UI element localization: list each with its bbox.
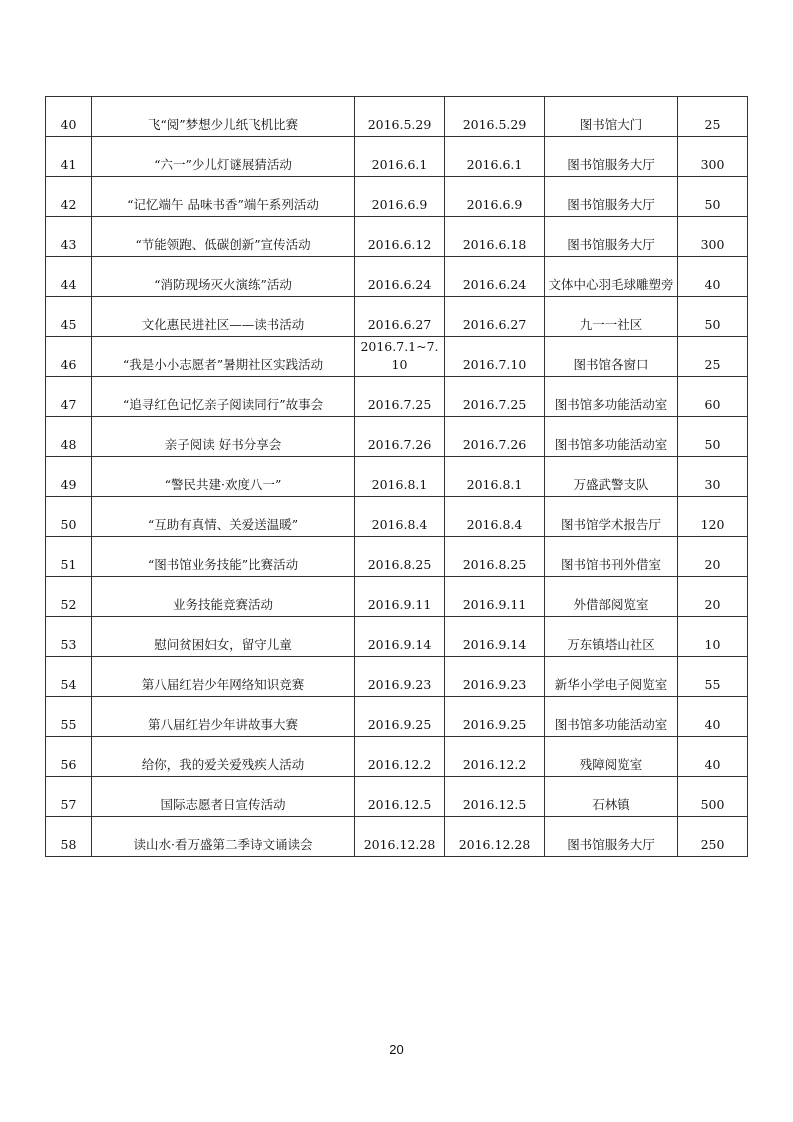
cell-participants: 40 <box>678 697 748 737</box>
cell-start-date: 2016.12.28 <box>355 817 445 857</box>
cell-end-date: 2016.6.24 <box>445 257 545 297</box>
table-row <box>46 497 748 537</box>
cell-end-date: 2016.12.28 <box>445 817 545 857</box>
cell-start-date: 2016.6.27 <box>355 297 445 337</box>
cell-activity-name: 慰问贫困妇女，留守儿童 <box>92 617 355 657</box>
cell-start-date: 2016.7.25 <box>355 377 445 417</box>
page-number: 20 <box>389 1042 404 1057</box>
cell-start-date: 2016.8.25 <box>355 537 445 577</box>
cell-location: 图书馆多功能活动室 <box>545 697 678 737</box>
cell-end-date: 2016.12.5 <box>445 777 545 817</box>
table-row <box>46 457 748 497</box>
cell-number: 57 <box>46 777 92 817</box>
cell-participants: 30 <box>678 457 748 497</box>
cell-end-date: 2016.6.18 <box>445 217 545 257</box>
cell-number: 42 <box>46 177 92 217</box>
cell-location: 九一一社区 <box>545 297 678 337</box>
cell-number: 45 <box>46 297 92 337</box>
cell-activity-name: 第八届红岩少年讲故事大赛 <box>92 697 355 737</box>
table-row <box>46 817 748 857</box>
cell-activity-name: “追寻红色记忆亲子阅读同行”故事会 <box>92 377 355 417</box>
cell-number: 56 <box>46 737 92 777</box>
cell-start-date: 2016.12.2 <box>355 737 445 777</box>
cell-start-date: 2016.9.23 <box>355 657 445 697</box>
cell-participants: 40 <box>678 257 748 297</box>
cell-end-date: 2016.6.1 <box>445 137 545 177</box>
cell-location: 残障阅览室 <box>545 737 678 777</box>
cell-location: 图书馆书刊外借室 <box>545 537 678 577</box>
cell-participants: 250 <box>678 817 748 857</box>
cell-location: 万盛武警支队 <box>545 457 678 497</box>
cell-number: 51 <box>46 537 92 577</box>
cell-participants: 20 <box>678 537 748 577</box>
cell-start-date: 2016.7.1~7.10 <box>355 337 445 377</box>
table-row <box>46 297 748 337</box>
cell-end-date: 2016.7.26 <box>445 417 545 457</box>
cell-end-date: 2016.5.29 <box>445 97 545 137</box>
cell-start-date: 2016.8.4 <box>355 497 445 537</box>
table-row <box>46 657 748 697</box>
cell-end-date: 2016.7.25 <box>445 377 545 417</box>
table-row <box>46 697 748 737</box>
cell-participants: 50 <box>678 177 748 217</box>
cell-end-date: 2016.7.10 <box>445 337 545 377</box>
cell-participants: 20 <box>678 577 748 617</box>
cell-participants: 300 <box>678 217 748 257</box>
cell-location: 图书馆学术报告厅 <box>545 497 678 537</box>
table-row <box>46 177 748 217</box>
table-row <box>46 737 748 777</box>
cell-participants: 25 <box>678 97 748 137</box>
cell-location: 外借部阅览室 <box>545 577 678 617</box>
cell-start-date: 2016.12.5 <box>355 777 445 817</box>
table-row <box>46 257 748 297</box>
cell-number: 46 <box>46 337 92 377</box>
table-row <box>46 537 748 577</box>
cell-activity-name: 业务技能竞赛活动 <box>92 577 355 617</box>
cell-activity-name: 读山水·看万盛第二季诗文诵读会 <box>92 817 355 857</box>
cell-location: 图书馆大门 <box>545 97 678 137</box>
cell-activity-name: “节能领跑、低碳创新”宣传活动 <box>92 217 355 257</box>
cell-number: 47 <box>46 377 92 417</box>
cell-participants: 55 <box>678 657 748 697</box>
cell-activity-name: 给你，我的爱关爱残疾人活动 <box>92 737 355 777</box>
cell-location: 图书馆多功能活动室 <box>545 377 678 417</box>
cell-number: 49 <box>46 457 92 497</box>
cell-number: 48 <box>46 417 92 457</box>
cell-start-date: 2016.7.26 <box>355 417 445 457</box>
cell-number: 52 <box>46 577 92 617</box>
cell-location: 万东镇塔山社区 <box>545 617 678 657</box>
cell-start-date: 2016.8.1 <box>355 457 445 497</box>
cell-participants: 50 <box>678 297 748 337</box>
cell-start-date: 2016.9.25 <box>355 697 445 737</box>
cell-end-date: 2016.9.11 <box>445 577 545 617</box>
cell-activity-name: “互助有真情、关爱送温暖” <box>92 497 355 537</box>
cell-location: 图书馆服务大厅 <box>545 817 678 857</box>
cell-activity-name: “记忆端午 品味书香”端午系列活动 <box>92 177 355 217</box>
activity-table <box>45 96 748 857</box>
cell-number: 50 <box>46 497 92 537</box>
cell-start-date: 2016.5.29 <box>355 97 445 137</box>
table-row <box>46 337 748 377</box>
table-row <box>46 777 748 817</box>
cell-activity-name: 文化惠民进社区——读书活动 <box>92 297 355 337</box>
cell-end-date: 2016.6.27 <box>445 297 545 337</box>
cell-number: 58 <box>46 817 92 857</box>
cell-activity-name: “六一”少儿灯谜展猜活动 <box>92 137 355 177</box>
cell-participants: 40 <box>678 737 748 777</box>
cell-start-date: 2016.6.1 <box>355 137 445 177</box>
cell-activity-name: “消防现场灭火演练”活动 <box>92 257 355 297</box>
cell-start-date: 2016.6.12 <box>355 217 445 257</box>
cell-location: 图书馆服务大厅 <box>545 217 678 257</box>
table-row <box>46 377 748 417</box>
cell-start-date: 2016.9.14 <box>355 617 445 657</box>
cell-end-date: 2016.9.14 <box>445 617 545 657</box>
cell-end-date: 2016.8.1 <box>445 457 545 497</box>
cell-participants: 300 <box>678 137 748 177</box>
cell-participants: 25 <box>678 337 748 377</box>
cell-location: 文体中心羽毛球雕塑旁 <box>545 257 678 297</box>
cell-activity-name: 亲子阅读 好书分享会 <box>92 417 355 457</box>
cell-location: 图书馆多功能活动室 <box>545 417 678 457</box>
cell-activity-name: 第八届红岩少年网络知识竞赛 <box>92 657 355 697</box>
cell-participants: 50 <box>678 417 748 457</box>
cell-location: 图书馆服务大厅 <box>545 177 678 217</box>
table-row <box>46 217 748 257</box>
cell-location: 图书馆服务大厅 <box>545 137 678 177</box>
cell-end-date: 2016.9.25 <box>445 697 545 737</box>
cell-end-date: 2016.8.25 <box>445 537 545 577</box>
cell-participants: 500 <box>678 777 748 817</box>
cell-activity-name: “我是小小志愿者”暑期社区实践活动 <box>92 337 355 377</box>
cell-number: 40 <box>46 97 92 137</box>
table-body <box>46 97 748 857</box>
cell-number: 54 <box>46 657 92 697</box>
table-row <box>46 577 748 617</box>
cell-number: 44 <box>46 257 92 297</box>
cell-location: 石林镇 <box>545 777 678 817</box>
cell-start-date: 2016.6.24 <box>355 257 445 297</box>
cell-end-date: 2016.12.2 <box>445 737 545 777</box>
cell-end-date: 2016.9.23 <box>445 657 545 697</box>
cell-location: 图书馆各窗口 <box>545 337 678 377</box>
table-row <box>46 417 748 457</box>
cell-end-date: 2016.6.9 <box>445 177 545 217</box>
cell-participants: 10 <box>678 617 748 657</box>
cell-start-date: 2016.6.9 <box>355 177 445 217</box>
table-row <box>46 137 748 177</box>
cell-participants: 60 <box>678 377 748 417</box>
cell-participants: 120 <box>678 497 748 537</box>
cell-number: 55 <box>46 697 92 737</box>
cell-activity-name: 飞“阅”梦想少儿纸飞机比赛 <box>92 97 355 137</box>
cell-end-date: 2016.8.4 <box>445 497 545 537</box>
table-row <box>46 617 748 657</box>
table-row <box>46 97 748 137</box>
cell-activity-name: “警民共建·欢度八一” <box>92 457 355 497</box>
cell-start-date: 2016.9.11 <box>355 577 445 617</box>
cell-activity-name: 国际志愿者日宣传活动 <box>92 777 355 817</box>
cell-number: 43 <box>46 217 92 257</box>
cell-number: 53 <box>46 617 92 657</box>
cell-number: 41 <box>46 137 92 177</box>
cell-location: 新华小学电子阅览室 <box>545 657 678 697</box>
cell-activity-name: “图书馆业务技能”比赛活动 <box>92 537 355 577</box>
